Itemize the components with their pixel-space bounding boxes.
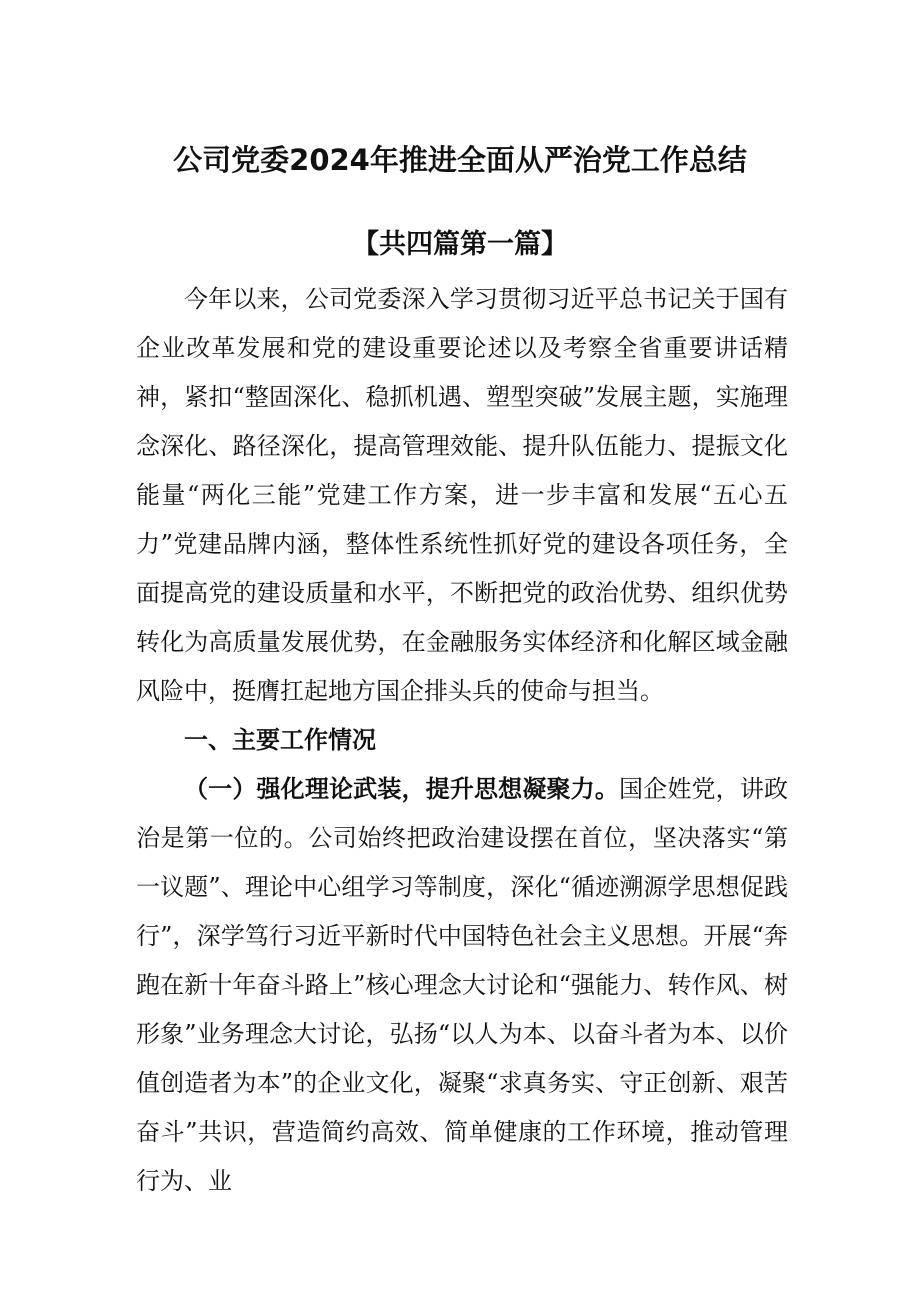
section-heading: 一、主要工作情况 (184, 726, 376, 754)
document-subtitle: 【共四篇第一篇】 (352, 229, 568, 260)
subsection-paragraph (136, 765, 788, 1206)
subsection-text: 国企姓党，讲政治是第一位的。公司始终把政治建设摆在首位，坚决落实“第一议题”、理论中心组学习等制度，深化“循迹溯源学思想促践行”，深学笃行习近平新时代中国特色社会主义思想。开展“奔跑在新十年奋斗路上”核心理念大讨论和“强能力、转作风、树形象”业务理念大讨论，弘扬“以人为本、以奋斗者为本、以价值创造者为本”的企业文化，凝聚“求真务实、守正创新、艰苦奋斗”共识，营造简约高效、简单健康的工作环境，推动管理行为、业 (136, 775, 788, 1195)
intro-paragraph: 今年以来，公司党委深入学习贯彻习近平总书记关于国有企业改革发展和党的建设重要论述以及考察全省重要讲话精神，紧扣“整固深化、稳抓机遇、塑型突破”发展主题，实施理念深化、路径深化，提高管理效能、提升队伍能力、提振文化能量“两化三能”党建工作方案，进一步丰富和发展“五心五力”党建品牌内涵，整体性系统性抓好党的建设各项任务，全面提高党的建设质量和水平，不断把党的政治优势、组织优势转化为高质量发展优势，在金融服务实体经济和化解区域金融风险中，挺膺扛起地方国企排头兵的使命与担当。 (136, 285, 788, 705)
document-body (136, 275, 788, 1206)
subsection-lead: （一）强化理论武装，提升思想凝聚力。 (184, 775, 619, 803)
document-title: 公司党委2024年推进全面从严治党工作总结 (173, 143, 747, 177)
